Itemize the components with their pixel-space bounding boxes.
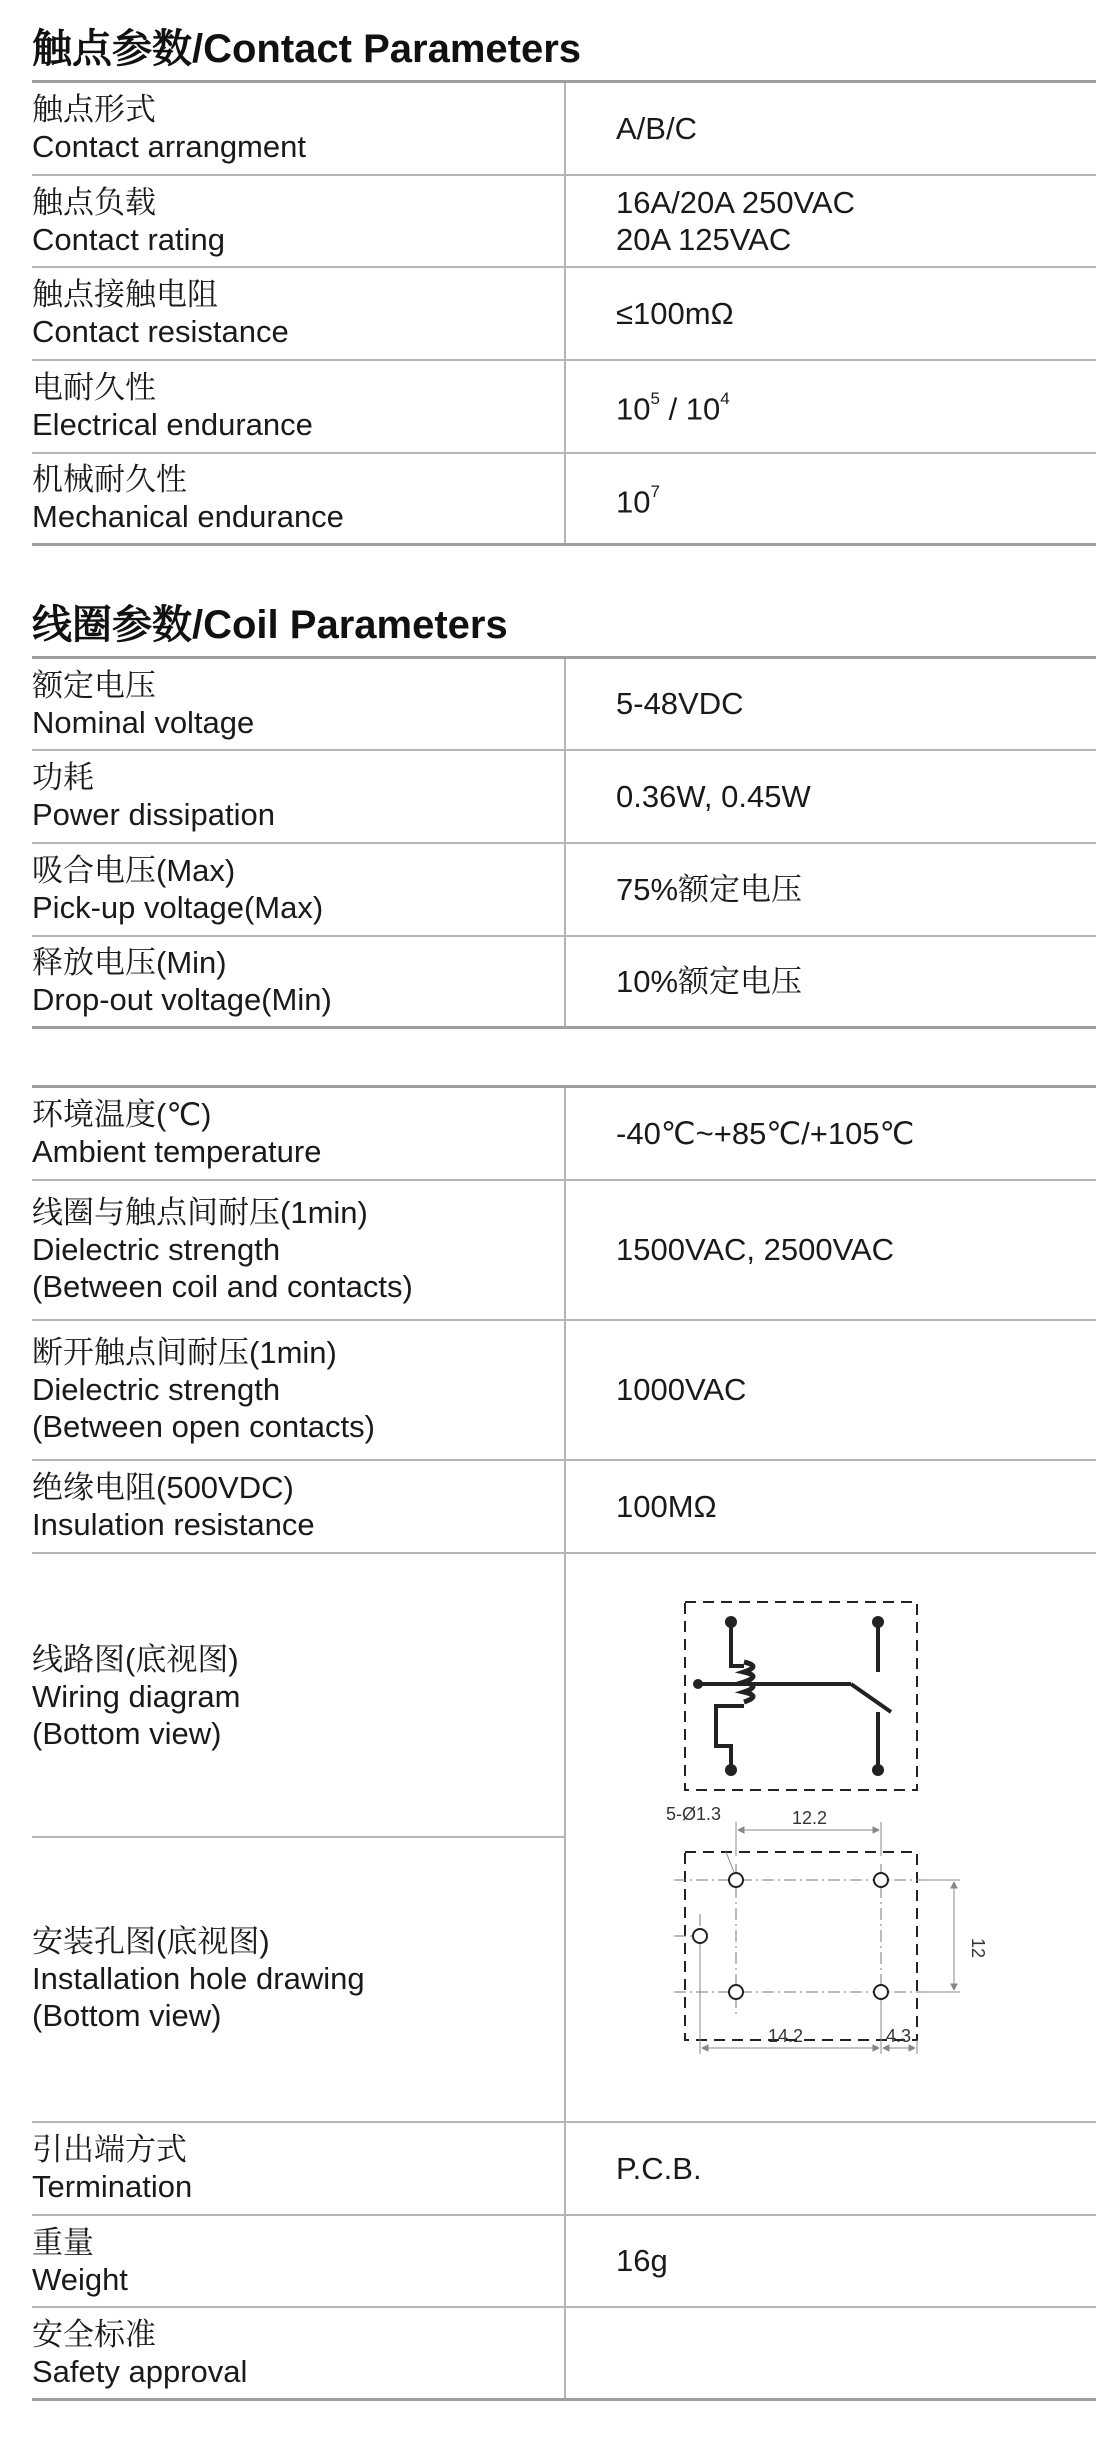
row-value [565,2307,1096,2400]
row-value: ≤100mΩ [565,267,1096,360]
section-spacer [32,1029,1096,1085]
row-value: 16A/20A 250VAC 20A 125VAC [565,175,1096,267]
svg-text:12: 12 [968,1937,988,1958]
row-label-zh: 断开触点间耐压(1min) [32,1335,337,1370]
row-value: $10^7$ [565,453,1096,545]
svg-text:4.3: 4.3 [886,2025,912,2046]
row-label-zh: 释放电压(Min) [32,945,227,981]
row-value: 0.36W, 0.45W [565,750,1096,843]
row-label-en: Termination [32,2169,193,2204]
wiring-diagram-label: 线路图(底视图) Wiring diagram (Bottom view) [32,1556,565,1838]
row-label-en: Power dissipation [32,797,275,832]
row-label-en: Insulation resistance [32,1507,315,1542]
row-label-zh: 引出端方式 [32,2132,187,2167]
diagram-row [32,1553,1096,2122]
row-label-zh: 功耗 [32,760,94,795]
table-row [32,1460,1096,1553]
contact-section-title: 触点参数/Contact Parameters [32,27,582,71]
table-row [32,2122,1096,2215]
row-label-zh: 吸合电压(Max) [32,853,236,888]
row-value: 10%额定电压 [565,936,1096,1028]
row-label-en: Safety approval [32,2353,248,2389]
hole-drawing-label: 安装孔图(底视图) Installation hole drawing (Bottom view) [32,1923,365,2033]
table-row [32,1087,1096,1180]
row-label-en: Ambient temperature [32,1134,322,1170]
table-row [32,843,1096,936]
table-row [32,175,1096,267]
row-label-en: Contact rating [32,221,225,257]
table-row [32,658,1096,750]
hole-drawing [666,1804,988,2054]
row-label-zh: 环境温度(℃) [32,1097,212,1133]
table-row [32,1320,1096,1460]
row-label-zh: 触点形式 [32,92,156,128]
row-label-en: Pick-up voltage(Max) [32,890,324,925]
row-value: 1000VAC [565,1320,1096,1460]
table-row [32,82,1096,175]
row-label-en: Dielectric strength [32,1372,281,1407]
row-label-zh: 安全标准 [32,2316,156,2352]
spec-sheet [32,0,1096,2401]
wiring-diagram [685,1602,917,1790]
row-value: 5-48VDC [565,658,1096,750]
row-value: A/B/C [565,82,1096,175]
row-label-zh: 额定电压 [32,667,156,703]
row-label-en: Nominal voltage [32,704,255,740]
row-label-en: Contact arrangment [32,129,306,165]
row-label-en: Dielectric strength [32,1232,281,1267]
row-label-en: Contact resistance [32,314,289,349]
coil-table [32,656,1096,1029]
row-label-zh: 机械耐久性 [32,462,187,498]
row-label-zh: 重量 [32,2224,94,2260]
table-row [32,2215,1096,2307]
svg-text:12.2: 12.2 [792,1807,828,1828]
svg-text:14.2: 14.2 [768,2025,804,2046]
row-value: 100MΩ [565,1460,1096,1553]
table-row [32,267,1096,360]
row-label-en: Drop-out voltage(Min) [32,982,332,1018]
row-label-zh: 电耐久性 [32,370,156,405]
row-label-en-note: (Between coil and contacts) [32,1269,413,1304]
table-row [32,750,1096,843]
row-label-en: Electrical endurance [32,407,313,442]
table-row [32,1180,1096,1320]
coil-section-title: 线圈参数/Coil Parameters [32,603,508,647]
row-value: 1500VAC, 2500VAC [565,1180,1096,1320]
row-label-zh: 线圈与触点间耐压(1min) [32,1195,368,1230]
svg-text:5-Ø1.3: 5-Ø1.3 [666,1803,722,1824]
contact-table [32,80,1096,546]
row-value: P.C.B. [565,2122,1096,2215]
row-label-zh: 触点接触电阻 [32,277,218,312]
row-label-zh: 触点负载 [32,184,156,220]
table-row [32,453,1096,545]
row-value: 75%额定电压 [565,843,1096,936]
table-row [32,2307,1096,2400]
table-row [32,360,1096,453]
table-row [32,936,1096,1028]
other-table [32,1085,1096,2401]
wiring-and-hole-diagrams [566,1554,1096,2116]
row-label-en: Mechanical endurance [32,499,344,535]
row-label-en: Weight [32,2261,128,2297]
row-label-zh: 绝缘电阻(500VDC) [32,1470,294,1505]
row-value: $10^5 / 10^4$ [565,360,1096,453]
row-value: -40℃~+85℃/+105℃ [565,1087,1096,1180]
row-label-en-note: (Between open contacts) [32,1409,375,1444]
row-value: 16g [565,2215,1096,2307]
